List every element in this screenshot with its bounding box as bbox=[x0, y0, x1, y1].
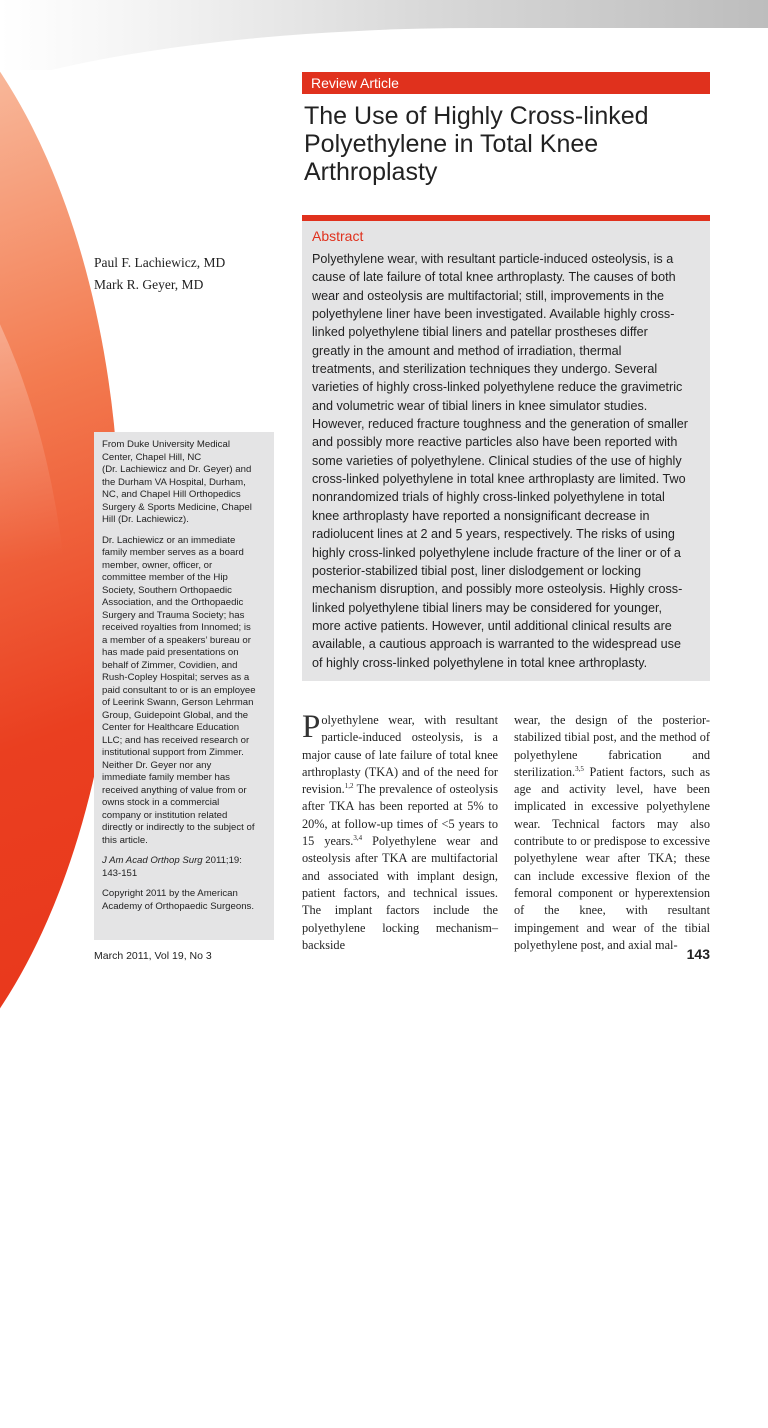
section-label: Review Article bbox=[311, 75, 399, 91]
citation-reference: 3,4 bbox=[353, 833, 363, 842]
abstract-panel bbox=[302, 221, 710, 681]
disclosure-line: committee member of the Hip bbox=[102, 572, 228, 583]
disclosure-line: received anything of value from or bbox=[102, 784, 247, 796]
abstract-line: linked polyethylene tibial liners and patellar prostheses differ bbox=[312, 325, 648, 340]
abstract-line: nonrandomized trials of highly cross-linked polyethylene in total bbox=[312, 490, 665, 505]
disclosure-line: institutional support from Zimmer. bbox=[102, 747, 244, 758]
copyright-line: Academy of Orthopaedic Surgeons. bbox=[102, 900, 254, 912]
disclosure-line: Center for Healthcare Education bbox=[102, 722, 240, 733]
affiliation-line: (Dr. Lachiewicz and Dr. Geyer) and bbox=[102, 464, 252, 475]
abstract-line: greatly in the amount and method of irradiation, thermal bbox=[312, 343, 622, 358]
disclosure-line: paid consultant to or is an employee bbox=[102, 684, 256, 696]
abstract-line: radiolucent lines at 2 and 5 years, respectively. The risks of using bbox=[312, 527, 675, 542]
abstract-line: wear and osteolysis are multifactorial; still, improvements in the bbox=[312, 288, 665, 303]
article-title bbox=[304, 102, 724, 186]
title-line: Arthroplasty bbox=[304, 158, 438, 186]
disclosure-line: family member serves as a board bbox=[102, 547, 244, 558]
copyright-notice bbox=[102, 888, 268, 913]
affiliation-panel bbox=[94, 432, 274, 940]
disclosure-line: company or institution related bbox=[102, 809, 228, 821]
author-name: Mark R. Geyer, MD bbox=[94, 277, 204, 292]
author-list bbox=[94, 252, 225, 296]
citation-reference: 1,2 bbox=[344, 782, 354, 791]
abstract-line: more active patients. However, until additional clinical results are bbox=[312, 618, 672, 633]
disclosure-line: member, owner, officer, or bbox=[102, 559, 213, 571]
journal-name: J Am Acad Orthop Surg bbox=[102, 855, 203, 866]
abstract-line: some varieties of polyethylene. Clinical studies of the use of highly bbox=[312, 453, 682, 468]
journal-citation bbox=[102, 855, 268, 880]
body-text-run: Polyethylene wear and osteolysis after TKA are multifactorial and associated with implant design, patient factors, and technical issues. The implant factors include the polyethylene locking mechanism–backside bbox=[302, 834, 499, 952]
body-text-run: wear, the design of the posterior-stabilized tibial post, and the method of polyethylene fabrication and sterilization. bbox=[514, 713, 710, 779]
affiliation-line: From Duke University Medical bbox=[102, 439, 230, 450]
abstract-line: and volumetric wear of tibial liners in knee simulator studies. bbox=[312, 398, 648, 413]
abstract-line: polyethylene liner have been investigated. Available highly cross- bbox=[312, 307, 675, 322]
abstract-line: varieties of highly cross-linked polyethylene reduce the gravimetric bbox=[312, 380, 683, 395]
disclosure-line: directly or indirectly to the subject of bbox=[102, 822, 255, 833]
abstract-line: highly cross-linked polyethylene include fracture of the liner or of a bbox=[312, 545, 681, 560]
disclosure-line: a member of a speakers’ bureau or bbox=[102, 634, 251, 646]
disclosure-line: Dr. Lachiewicz or an immediate bbox=[102, 534, 236, 546]
disclosure-line: of Leerink Swann, Gerson Lehrman bbox=[102, 697, 254, 708]
disclosure-line: Association, and the Orthopaedic bbox=[102, 597, 244, 608]
disclosure-line: received royalties from Innomed; is bbox=[102, 622, 251, 633]
drop-cap: P bbox=[302, 709, 321, 745]
abstract-line: However, reduced fracture toughness and the generation of smaller bbox=[312, 417, 688, 432]
disclosure-line: immediate family member has bbox=[102, 772, 230, 783]
affiliation-text bbox=[102, 439, 268, 921]
disclosure-line: Surgery and Trauma Society; has bbox=[102, 609, 245, 621]
body-text-run: The prevalence of osteolysis after TKA has been reported at 5% to 20%, at follow-up times of <5 years to 15 years. bbox=[302, 782, 498, 849]
disclosure-line: Rush-Copley Hospital; serves as a bbox=[102, 672, 250, 683]
disclosure-line: Group, Guidepoint Global, and the bbox=[102, 709, 249, 721]
affiliation-line: NC, and Chapel Hill Orthopedics bbox=[102, 489, 241, 500]
body-text-run: Patient factors, such as age and activity level, have been implicated in excessive polyethylene wear. Technical factors may also contribute to or predispose to excessive polyethylene wear after TKA; these can include excessive flexion of the femoral component or hyperextension of the knee, with resultant impingement and wear of the tibial polyethylene post, and axial mal- bbox=[514, 764, 710, 952]
affiliation-line: Hill (Dr. Lachiewicz). bbox=[102, 514, 189, 525]
page-number: 143 bbox=[686, 946, 710, 962]
disclosure-line: behalf of Zimmer, Covidien, and bbox=[102, 659, 238, 671]
disclosure-line: owns stock in a commercial bbox=[102, 797, 220, 808]
affiliation-from bbox=[102, 439, 268, 527]
abstract-text bbox=[312, 250, 704, 672]
disclosure-line: has made paid presentations on bbox=[102, 647, 239, 658]
abstract-line: and possibly more reactive particles also have been reported with bbox=[312, 435, 678, 450]
abstract-line: of highly cross-linked polyethylene in total knee arthroplasty. bbox=[312, 655, 648, 670]
abstract-line: mechanism disruption, and possibly more osteolysis. Highly cross- bbox=[312, 582, 683, 597]
abstract-line: Polyethylene wear, with resultant particle-induced osteolysis, is a bbox=[312, 252, 674, 266]
body-column-right bbox=[514, 712, 710, 954]
disclosure-line: this article. bbox=[102, 834, 148, 846]
citation-pages: 143-151 bbox=[102, 867, 138, 879]
body-text-run: olyethylene wear, with resultant particle-induced osteolysis, is a major cause of late failure of total knee arthroplasty (TKA) and of the need for revision. bbox=[302, 713, 498, 797]
disclosure-line: Society, Southern Orthopaedic bbox=[102, 584, 232, 596]
abstract-heading: Abstract bbox=[312, 228, 364, 244]
affiliation-line: the Durham VA Hospital, Durham, bbox=[102, 476, 246, 488]
abstract-line: cross-linked polyethylene in total knee arthroplasty are limited. Two bbox=[312, 472, 686, 487]
title-line: The Use of Highly Cross-linked bbox=[304, 102, 649, 130]
citation-reference: 3,5 bbox=[575, 764, 584, 773]
affiliation-line: Center, Chapel Hill, NC bbox=[102, 451, 202, 463]
disclosure-statement bbox=[102, 535, 268, 848]
citation-volume: 2011;19: bbox=[202, 855, 242, 866]
abstract-line: knee arthroplasty have reported a nonsignificant decrease in bbox=[312, 508, 650, 523]
author-name: Paul F. Lachiewicz, MD bbox=[94, 255, 226, 270]
copyright-line: Copyright 2011 by the American bbox=[102, 888, 238, 899]
title-line: Polyethylene in Total Knee bbox=[304, 130, 599, 158]
abstract-line: cause of late failure of total knee arthroplasty. The causes of both bbox=[312, 270, 676, 285]
abstract-line: available, a cautious approach is warranted to the widespread use bbox=[312, 637, 681, 652]
abstract-line: linked polyethylene tibial liners may be considered for younger, bbox=[312, 600, 663, 615]
affiliation-line: Surgery & Sports Medicine, Chapel bbox=[102, 501, 252, 513]
abstract-line: posterior-stabilized tibial post, liner dislodgement or locking bbox=[312, 563, 641, 578]
abstract-line: treatments, and sterilization techniques they undergo. Several bbox=[312, 362, 658, 377]
body-column-left bbox=[302, 709, 499, 954]
disclosure-line: LLC; and has received research or bbox=[102, 734, 250, 746]
issue-info: March 2011, Vol 19, No 3 bbox=[94, 950, 212, 962]
disclosure-line: Neither Dr. Geyer nor any bbox=[102, 759, 212, 771]
